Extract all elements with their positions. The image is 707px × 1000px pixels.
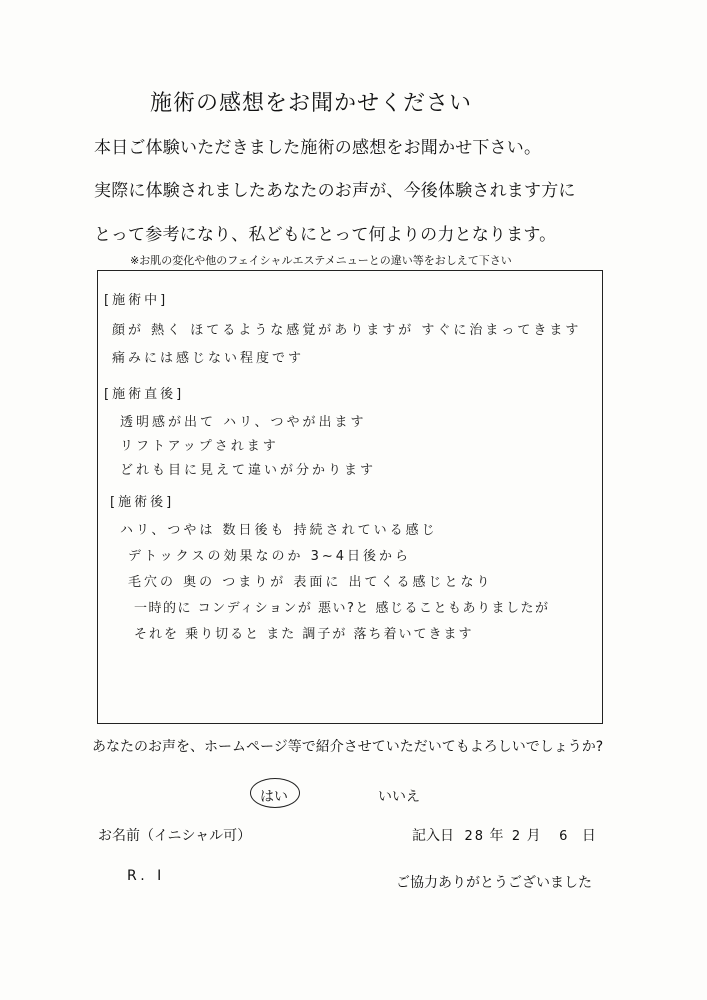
date-month-value: 2 bbox=[511, 829, 523, 844]
during-heading: [施術中] bbox=[104, 293, 169, 308]
date-label: 記入日 bbox=[412, 828, 454, 844]
intro-line-1: 本日ご体験いただきました施術の感想をお聞かせ下さい。 bbox=[94, 138, 542, 158]
form-title: 施術の感想をお聞かせください bbox=[150, 91, 473, 116]
during-line-1: 顔が 熱く ほてるような感覚がありますが すぐに治まってきます bbox=[112, 323, 582, 338]
date-month-unit: 月 bbox=[526, 828, 541, 844]
date-field bbox=[412, 825, 596, 845]
after-line-3: どれも目に見えて違いが分かります bbox=[120, 463, 377, 478]
date-year-value: 28 bbox=[464, 829, 485, 844]
after-heading: [施術直後] bbox=[104, 387, 185, 402]
after-line-2: リフトアップされます bbox=[120, 439, 279, 454]
consent-no-option[interactable]: いいえ bbox=[378, 789, 420, 805]
date-day-value: 6 bbox=[559, 829, 570, 844]
during-line-2: 痛みには感じない程度です bbox=[112, 351, 305, 366]
intro-line-2: 実際に体験されましたあなたのお声が、今後体験されます方に bbox=[94, 181, 576, 201]
consent-question: あなたのお声を、ホームページ等で紹介させていただいてもよろしいでしょうか? bbox=[92, 739, 604, 755]
consent-yes-option[interactable]: はい bbox=[260, 789, 288, 805]
later-line-5: それを 乗り切ると また 調子が 落ち着いてきます bbox=[134, 627, 474, 642]
feedback-box bbox=[97, 270, 603, 724]
date-year-unit: 年 bbox=[489, 828, 504, 844]
intro-line-3: とって参考になり、私どもにとって何よりの力となります。 bbox=[94, 225, 557, 245]
name-value: R. I bbox=[127, 868, 166, 884]
later-line-1: ハリ、つやは 数日後も 持続されている感じ bbox=[120, 523, 438, 538]
later-heading: [施術後] bbox=[110, 495, 175, 510]
thanks-message: ご協力ありがとうございました bbox=[396, 875, 592, 891]
later-line-3: 毛穴の 奥の つまりが 表面に 出てくる感じとなり bbox=[128, 575, 493, 590]
name-label: お名前（イニシャル可） bbox=[98, 828, 252, 844]
date-day-unit: 日 bbox=[581, 828, 596, 844]
later-line-4: 一時的に コンディションが 悪い?と 感じることもありましたが bbox=[134, 601, 550, 616]
after-line-1: 透明感が出て ハリ、つやが出ます bbox=[120, 415, 367, 430]
instruction-note: ※お肌の変化や他のフェイシャルエステメニューとの違い等をおしえて下さい bbox=[130, 254, 512, 267]
later-line-2: デトックスの効果なのか 3~4日後から bbox=[128, 549, 412, 564]
